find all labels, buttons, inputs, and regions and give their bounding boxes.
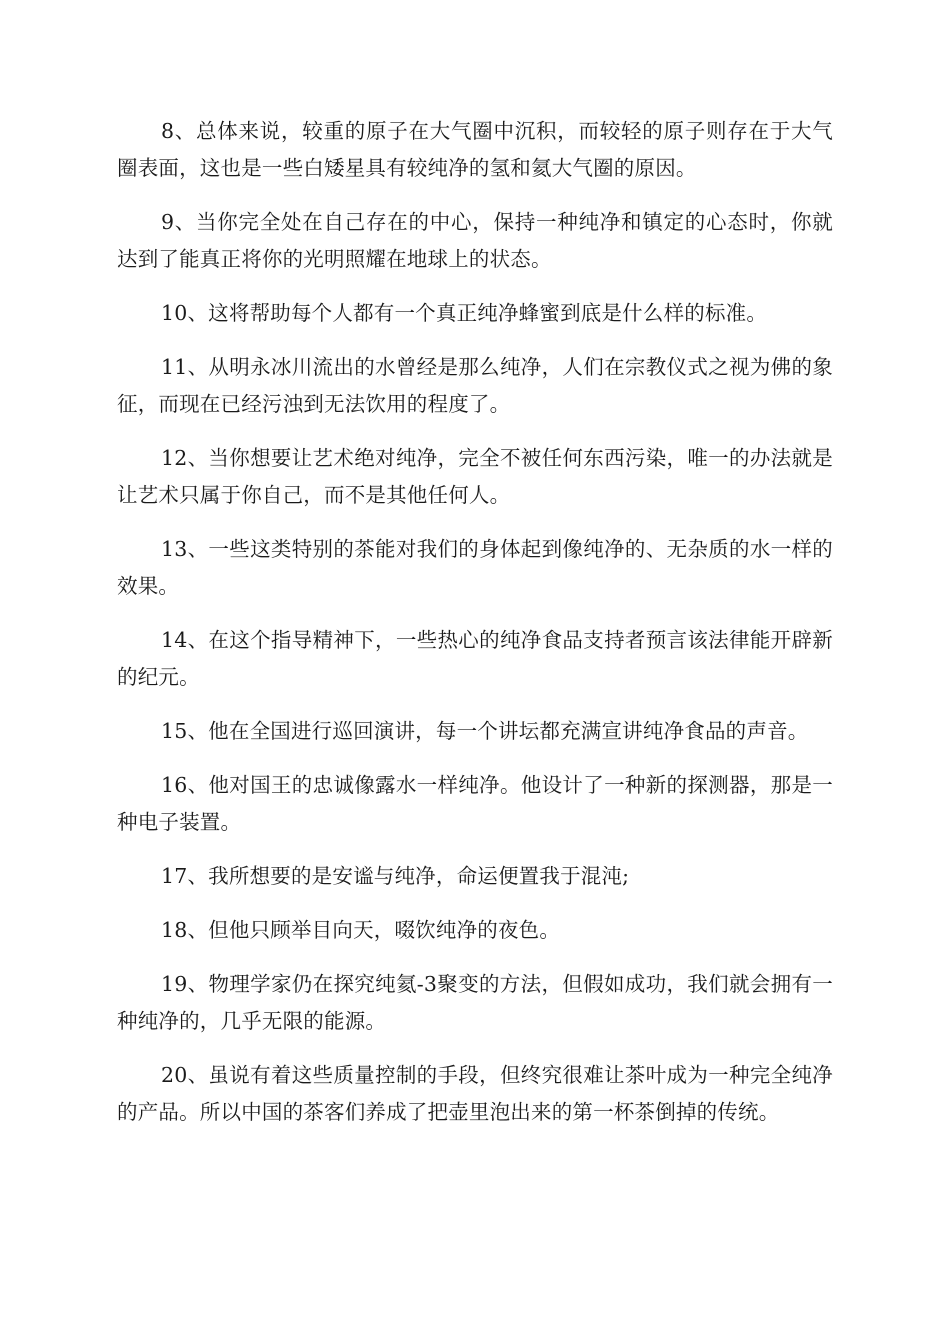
paragraph-9: 9、当你完全处在自己存在的中心，保持一种纯净和镇定的心态时，你就达到了能真正将你的光明照耀在地球上的状态。 [117,210,833,271]
paragraph-8: 8、总体来说，较重的原子在大气圈中沉积，而较轻的原子则存在于大气圈表面，这也是一些白矮星具有较纯净的氢和氦大气圈的原因。 [117,119,833,180]
paragraph-11: 11、从明永冰川流出的水曾经是那么纯净，人们在宗教仪式之视为佛的象征，而现在已经污浊到无法饮用的程度了。 [117,355,833,416]
paragraph-18: 18、但他只顾举目向天，啜饮纯净的夜色。 [161,918,561,942]
document-body [117,113,833,1148]
paragraph-20: 20、虽说有着这些质量控制的手段，但终究很难让茶叶成为一种完全纯净的产品。所以中国的茶客们养成了把壶里泡出来的第一杯茶倒掉的传统。 [117,1063,833,1124]
paragraph-10: 10、这将帮助每个人都有一个真正纯净蜂蜜到底是什么样的标准。 [161,301,768,325]
paragraph-19: 19、物理学家仍在探究纯氦-3聚变的方法，但假如成功，我们就会拥有一种纯净的，几乎无限的能源。 [117,972,833,1033]
paragraph-13: 13、一些这类特别的茶能对我们的身体起到像纯净的、无杂质的水一样的效果。 [117,537,833,598]
paragraph-16: 16、他对国王的忠诚像露水一样纯净。他设计了一种新的探测器，那是一种电子装置。 [117,773,833,834]
paragraph-14: 14、在这个指导精神下，一些热心的纯净食品支持者预言该法律能开辟新的纪元。 [117,628,833,689]
paragraph-17: 17、我所想要的是安谧与纯净，命运便置我于混沌; [161,864,630,888]
paragraph-12: 12、当你想要让艺术绝对纯净，完全不被任何东西污染，唯一的办法就是让艺术只属于你自己，而不是其他任何人。 [117,446,833,507]
paragraph-15: 15、他在全国进行巡回演讲，每一个讲坛都充满宣讲纯净食品的声音。 [161,719,809,743]
